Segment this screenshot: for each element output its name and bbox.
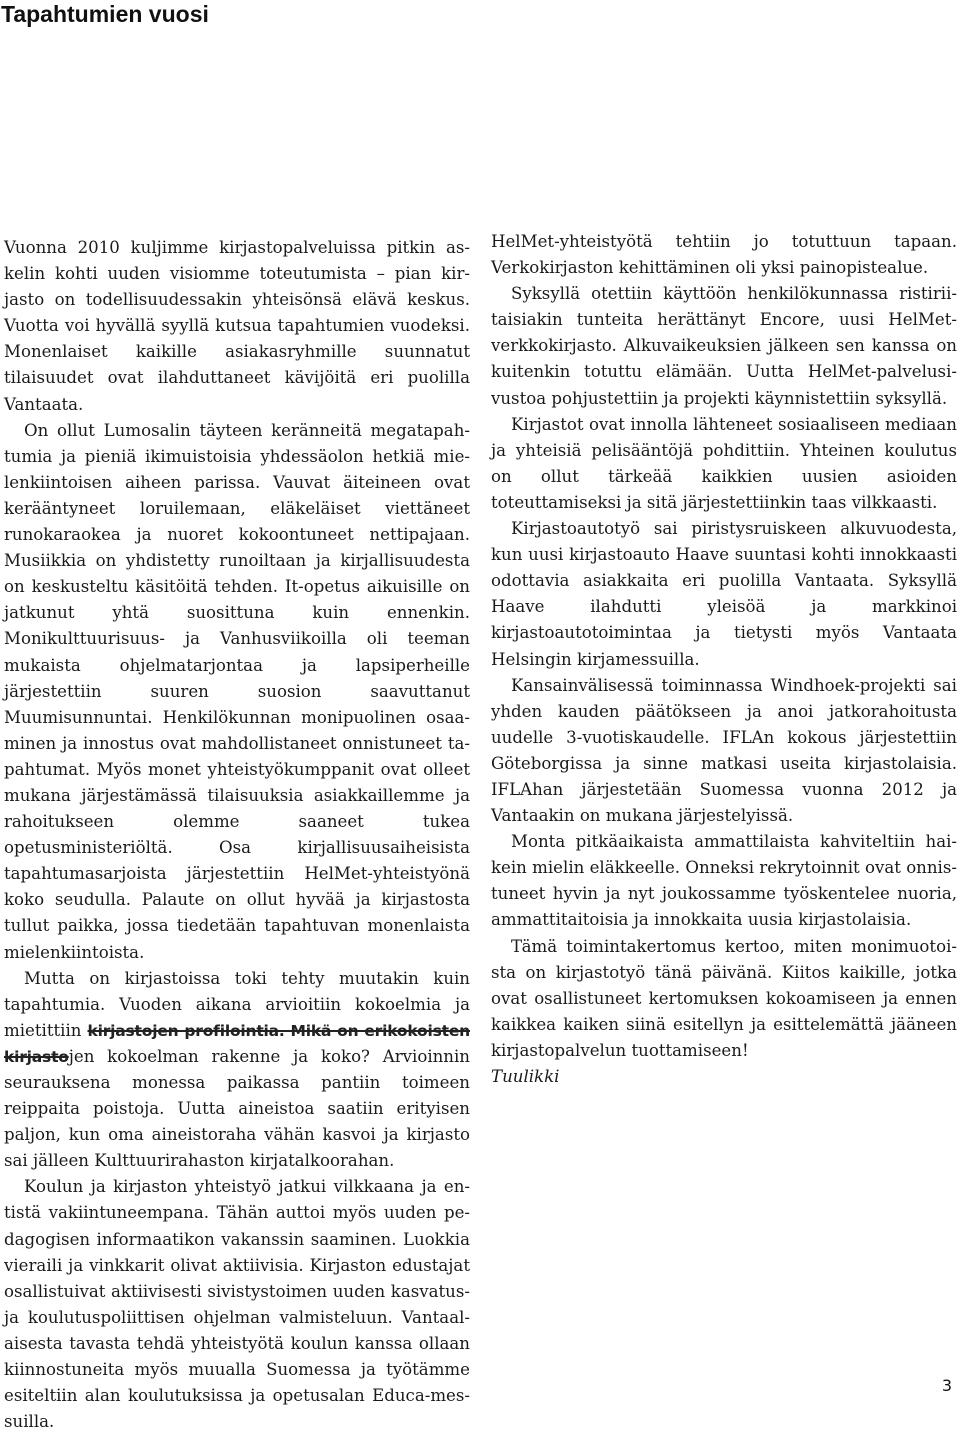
left-column <box>4 235 470 1435</box>
paragraph: Koulun ja kirjaston yhteistyö jatkui vilkkaana ja entistä vakiintuneempana. Tähän auttoi myös uuden pedagogisen informaatikon vakanssin saaminen. Luokkia vieraili ja vinkkarit olivat aktiivisia. Kirjaston edustajat osallistuivat aktiivisesti sivistystoimen uuden kasvatusja koulutuspoliittisen ohjelman valmisteluun. Vantaalaisesta tavasta tehdä yhteistyötä koulun kanssa ollaan kiinnostuneita myös muualla Suomessa ja työtämme esiteltiin alan koulutuksissa ja opetusalan Educa-messuilla. <box>4 1177 470 1432</box>
page-number: 3 <box>941 1376 952 1395</box>
paragraph-text: jen kokoelman rakenne ja koko? Arvioinnin seurauksena monessa paikassa pantiin toimeen reippaita poistoja. Uutta aineistoa saatiin erityisen paljon, kun oma aineistoraha vähän kasvoi ja kirjasto sai jälleen Kulttuurirahaston kirjatalkoorahan. <box>4 1046 470 1171</box>
paragraph: On ollut Lumosalin täyteen keränneitä megatapahtumia ja pieniä ikimuistoisia yhdessäolon hetkiä mielenkiintoisen aiheen parissa. Vauvat äiteineen ovat kerääntyneet loruilemaan, eläkeläiset viettäneet runokaraokea ja nuoret kokoontuneet nettipajaan. Musiikkia on yhdistetty runoiltaan ja kirjallisuudesta on keskusteltu käsitöitä tehden. It-opetus aikuisille on jatkunut yhtä suosittuna kuin ennenkin. Monikulttuurisuus- ja Vanhusviikoilla oli teeman mukaista ohjelmatarjontaa ja lapsiperheille järjestettiin suuren suosion saavuttanut Muumisunnuntai. Henkilökunnan monipuolinen osaaminen ja innostus ovat mahdollistaneet onnistuneet tapahtumat. Myös monet yhteistyökumppanit ovat olleet mukana järjestämässä tilaisuuksia asiakkaillemme ja rahoitukseen olemme saaneet tukea opetusministeriöltä. Osa kirjallisuusaiheisista tapahtumasarjoista järjestettiin HelMet-yhteistyönä koko seudulla. Palaute on ollut hyvää ja kirjastosta tullut paikka, jossa tiedetään tapahtuvan monenlaista mielenkiintoista. <box>4 420 470 962</box>
paragraph: Vuonna 2010 kuljimme kirjastopalveluissa pitkin askelin kohti uuden visiomme toteutumista – pian kirjasto on todellisuudessakin yhteisönsä elävä keskus. Vuotta voi hyvällä syyllä kutsua tapahtumien vuodeksi. Monenlaiset kaikille asiakasryhmille suunnatut tilaisuudet ovat ilahduttaneet kävijöitä eri puolilla Vantaata. <box>4 238 470 414</box>
paragraph: HelMet-yhteistyötä tehtiin jo totuttuun tapaan. Verkokirjaston kehittäminen oli yksi painopistealue. <box>491 232 957 278</box>
page-header <box>0 0 960 32</box>
paragraph: Tämä toimintakertomus kertoo, miten monimuotoista on kirjastotyö tänä päivänä. Kiitos kaikille, jotka ovat osallistuneet kertomuksen kokoamiseen ja ennen kaikkea kaiken siinä esitellyn ja esittelemättä jääneen kirjastopalvelun tuottamiseen! <box>491 936 957 1060</box>
paragraph: Kansainvälisessä toiminnassa Windhoek-projekti sai yhden kauden päätökseen ja anoi jatkorahoitusta uudelle 3-vuotiskaudelle. IFLAn kokous järjestettiin Göteborgissa ja sinne matkasi useita kirjastolaisia. IFLAhan järjestetään Suomessa vuonna 2012 ja Vantaakin on mukana järjestelyissä. <box>491 675 957 826</box>
paragraph-text: Mutta on kirjastoissa toki tehty muutakin kuin tapahtumia. Vuoden aikana arvioitiin kokoelmia ja mietittiin <box>4 968 470 1040</box>
paragraph: Monta pitkäaikaista ammattilaista kahviteltiin haikein mielin eläkkeelle. Onneksi rekrytoinnit ovat onnistuneet hyvin ja nyt joukossamme työskentelee nuoria, ammattitaitoisia ja innokkaita uusia kirjastolaisia. <box>491 832 957 930</box>
paragraph: Kirjastoautotyö sai piristysruiskeen alkuvuodesta, kun uusi kirjastoauto Haave suuntasi kohti innokkaasti odottavia asiakkaita eri puolilla Vantaata. Syksyllä Haave ilahdutti yleisöä ja markkinoi kirjastoautotoimintaa ja tietysti myös Vantaata Helsingin kirjamessuilla. <box>491 519 957 669</box>
struck-through-text: kirjastojen profilointia. Mikä on erikokoisten kirjasto <box>4 1021 470 1066</box>
paragraph <box>4 966 470 1175</box>
page-title: Tapahtumien vuosi <box>1 1 209 27</box>
paragraph: Kirjastot ovat innolla lähteneet sosiaaliseen mediaan ja yhteisiä pelisääntöjä pohdittiin. Yhteinen koulutus on ollut tärkeää kaikkien uusien asioiden toteuttamiseksi ja sitä järjestettiinkin taas vilkkaasti. <box>491 414 957 512</box>
right-column <box>491 229 957 1090</box>
paragraph: Syksyllä otettiin käyttöön henkilökunnassa ristiriitaisiakin tunteita herättänyt Encore, uusi HelMet-verkkokirjasto. Alkuvaikeuksien jälkeen sen kanssa on kuitenkin totuttu elämään. Uutta HelMet-palvelusivustoa pohjustettiin ja projekti käynnistettiin syksyllä. <box>491 284 957 408</box>
signature: Tuulikki <box>491 1067 560 1086</box>
